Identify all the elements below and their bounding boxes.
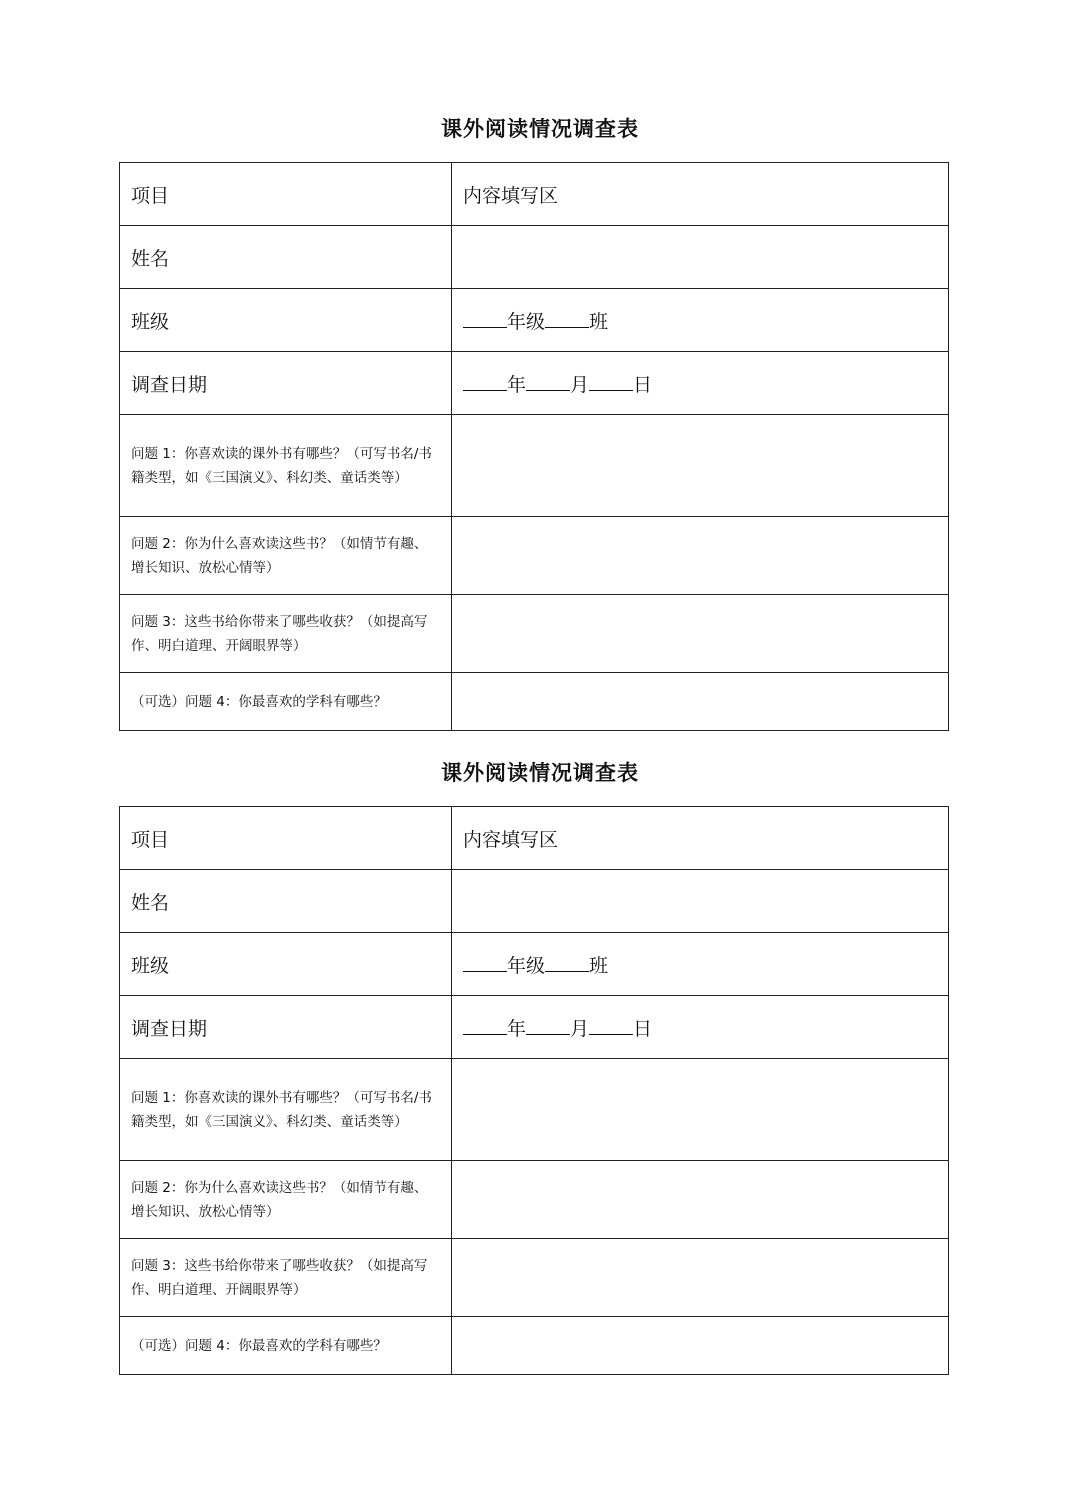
question-4-answer[interactable] [452,673,949,731]
header-item-cell: 项目 [120,807,452,870]
header-content-cell: 内容填写区 [452,807,949,870]
grade-blank[interactable] [463,309,507,328]
class-blank[interactable] [545,953,589,972]
table-row-question-1 [120,1059,949,1161]
table-row-question-2 [120,517,949,595]
table-row-question-4 [120,673,949,731]
class-label: 班级 [120,289,452,352]
question-2-cell [120,1161,452,1239]
table-header-row [120,163,949,226]
form-title: 课外阅读情况调查表 [441,117,639,141]
year-blank[interactable] [463,372,507,391]
question-1-answer[interactable] [452,415,949,517]
question-4-cell [120,673,452,731]
question-4-label: （可选）问题 4：你最喜欢的学科有哪些？ [131,693,387,710]
question-2-label: 问题 2：你为什么喜欢读这些书？（如情节有趣、增长知识、放松心情等） [131,1179,428,1220]
question-3-answer[interactable] [452,595,949,673]
class-blank[interactable] [545,309,589,328]
day-unit: 日 [633,1017,653,1040]
question-4-cell [120,1317,452,1375]
table-row-question-3 [120,595,949,673]
table-row-question-1 [120,415,949,517]
name-label: 姓名 [120,226,452,289]
question-2-label: 问题 2：你为什么喜欢读这些书？（如情节有趣、增长知识、放松心情等） [131,535,428,576]
question-3-label: 问题 3：这些书给你带来了哪些收获？（如提高写作、明白道理、开阔眼界等） [131,613,428,654]
class-unit: 班 [589,310,609,333]
month-unit: 月 [570,1017,590,1040]
date-label: 调查日期 [120,352,452,415]
question-1-cell [120,1059,452,1161]
day-blank[interactable] [589,1016,633,1035]
table-row-question-4 [120,1317,949,1375]
question-1-cell [120,415,452,517]
question-3-label: 问题 3：这些书给你带来了哪些收获？（如提高写作、明白道理、开阔眼界等） [131,1257,428,1298]
question-3-answer[interactable] [452,1239,949,1317]
question-3-cell [120,1239,452,1317]
year-blank[interactable] [463,1016,507,1035]
survey-table [119,162,949,731]
table-row-question-2 [120,1161,949,1239]
question-2-answer[interactable] [452,1161,949,1239]
table-row-name [120,870,949,933]
table-row-class [120,933,949,996]
table-row-question-3 [120,1239,949,1317]
name-field[interactable] [452,870,949,933]
class-field[interactable] [452,933,949,996]
question-2-answer[interactable] [452,517,949,595]
class-label: 班级 [120,933,452,996]
day-blank[interactable] [589,372,633,391]
date-field[interactable] [452,996,949,1059]
grade-blank[interactable] [463,953,507,972]
table-row-name [120,226,949,289]
month-unit: 月 [570,373,590,396]
date-label: 调查日期 [120,996,452,1059]
grade-unit: 年级 [507,954,546,977]
name-label: 姓名 [120,870,452,933]
survey-table [119,806,949,1375]
table-row-class [120,289,949,352]
question-2-cell [120,517,452,595]
question-4-answer[interactable] [452,1317,949,1375]
day-unit: 日 [633,373,653,396]
header-item-cell: 项目 [120,163,452,226]
month-blank[interactable] [526,1016,570,1035]
date-field[interactable] [452,352,949,415]
month-blank[interactable] [526,372,570,391]
table-row-date [120,352,949,415]
grade-unit: 年级 [507,310,546,333]
question-4-label: （可选）问题 4：你最喜欢的学科有哪些？ [131,1337,387,1354]
table-header-row [120,807,949,870]
form-title: 课外阅读情况调查表 [441,761,639,785]
table-row-date [120,996,949,1059]
year-unit: 年 [507,1017,527,1040]
question-1-answer[interactable] [452,1059,949,1161]
year-unit: 年 [507,373,527,396]
question-3-cell [120,595,452,673]
class-field[interactable] [452,289,949,352]
header-content-cell: 内容填写区 [452,163,949,226]
question-1-label: 问题 1：你喜欢读的课外书有哪些？（可写书名/书籍类型，如《三国演义》、科幻类、童话类等） [131,1089,432,1130]
name-field[interactable] [452,226,949,289]
question-1-label: 问题 1：你喜欢读的课外书有哪些？（可写书名/书籍类型，如《三国演义》、科幻类、童话类等） [131,445,432,486]
class-unit: 班 [589,954,609,977]
